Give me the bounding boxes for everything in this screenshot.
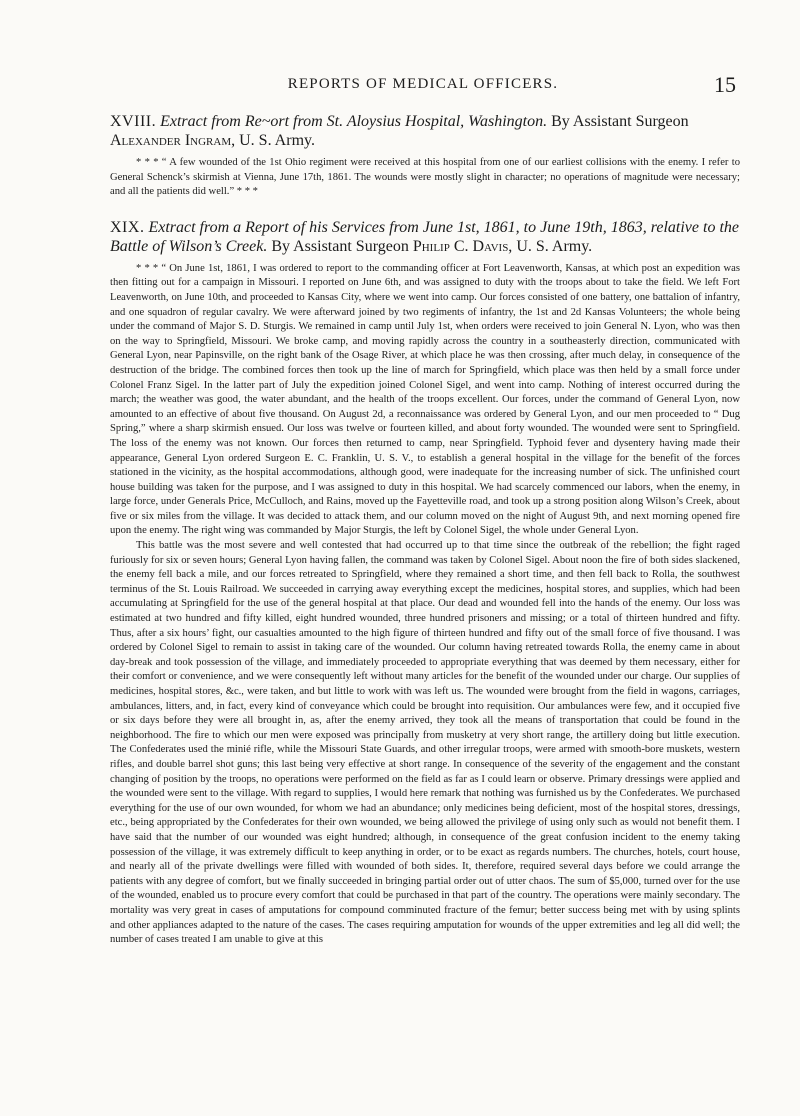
section-gap	[110, 200, 740, 218]
section-heading	[110, 112, 740, 150]
section-body: * * * “ A few wounded of the 1st Ohio regiment were received at this hospital from one of our earliest collisions with the enemy. I refer to General Schenck’s skirmish at Vienna, June 17th, 1861. The wounds were mostly slight in character; no operations of magnitude were necessary; and all the patients did well.” * * *	[110, 157, 740, 198]
running-head	[110, 72, 736, 96]
section-heading	[110, 218, 740, 256]
section-body: * * * “ On June 1st, 1861, I was ordered to report to the commanding officer at Fort Leavenworth, Kansas, at which post an expedition was then fitting out for a campaign in Missouri. I reported on June 6th, and was assigned to duty with the troops about to take the field. We left Fort Leavenworth, on June 10th, and proceeded to Kansas City, where we went into camp. Our forces consisted of one battery, one battalion of infantry, and one squadron of regular cavalry. We were afterward joined by two regiments of infantry, the 1st and 2d Kansas Volunteers; the whole being under the command of Major S. D. Sturgis. We remained in camp until July 1st, when orders were received to join General N. Lyon, who was then on the way to Springfield, Missouri. We broke camp, and moving rapidly across the country in a southeasterly direction, communicated with General Lyon, near Papinsville, on the right bank of the Osage River, at which place he was then crossing, after much delay, in consequence of the destruction of the bridge. The combined forces then took up the line of march for Springfield, which place was then held by a small force under Colonel Franz Sigel. In the latter part of July the expedition joined Colonel Sigel, and went into camp. Nothing of interest occurred during the march; the weather was good, the water abundant, and the health of the troops excellent. Our forces, under the command of General Lyon, now amounted to an effective of about five thousand. On August 2d, a reconnaissance was ordered by General Lyon, and our men proceeded to “ Dug Spring,” where a sharp skirmish ensued. Our loss was twelve or fourteen killed, and about forty wounded. The wounded were sent to Springfield. The loss of the enemy was not known. Our forces then returned to camp, near Springfield. Typhoid fever and dysentery having made their appearance, General Lyon ordered Surgeon E. C. Franklin, U. S. V., to establish a general hospital in the village for the benefit of the forces stationed in the vicinity, as the hospital accommodations, although good, were inadequate for the increasing number of sick. The unfinished court house building was taken for the purpose, and I was assigned to duty in this hospital. We had scarcely commenced our labors, when the enemy, in large force, under Generals Price, McCulloch, and Rains, moved up the Fayetteville road, and took up a strong position along Wilson’s Creek, about five or six miles from the village. It was decided to attack them, and our column moved on the night of August 9th, and next morning opened fire upon the enemy. The right wing was commanded by Major Sturgis, the left by Colonel Sigel, the whole under General Lyon.	[110, 262, 740, 537]
running-title: REPORTS OF MEDICAL OFFICERS.	[287, 76, 559, 92]
section-xviii	[110, 112, 740, 200]
section-title: Extract from a Report of his Services from June 1st, 1861, to June 19th, 1863, relative to the Battle of Wilson’s Creek.	[110, 218, 739, 255]
byline-label: By Assistant Surgeon	[551, 113, 689, 130]
section-numeral: XVIII.	[110, 113, 157, 130]
article-body	[110, 112, 740, 948]
author-name: Philip C. Davis,	[412, 237, 513, 255]
byline-label: By Assistant Surgeon	[271, 237, 409, 255]
author-name: Alexander Ingram,	[110, 132, 236, 149]
page-number: 15	[714, 72, 736, 97]
author-affiliation: U. S. Army.	[516, 237, 593, 255]
section-body-continued: This battle was the most severe and well contested that had occurred up to that time since the outbreak of the rebellion; the fight raged furiously for six or seven hours; General Lyon having fallen, the command was taken by Colonel Sigel. About noon the fire of both sides slackened, the enemy fell back a mile, and our forces retreated to Springfield, where they remained a short time, and then fell back to Rolla, the southwest terminus of the St. Louis Railroad. We succeeded in carrying away everything except the medicines, hospital stores, and supplies, which had been accumulating at Springfield for the use of the general hospital at that place. Our dead and wounded fell into the hands of the enemy. Our loss was estimated at two hundred and fifty killed, eight hundred wounded, three hundred prisoners and missing; or a total of thirteen hundred and fifty. Thus, after a six hours’ fight, our casualties amounted to the high figure of thirteen hundred and fifty out of the small force of five thousand. I was ordered by Colonel Sigel to remain to assist in taking care of the wounded. Our column having retreated towards Rolla, the enemy came in about day-break and took possession of the village, and immediately proceeded to appropriate everything that was deemed by them necessary, either for their comfort or convenience, and we were consequently left without many articles for the benefit of the wounded under our charge. Our supplies of medicines, hospital stores, &c., were taken, and but little to work with was left us. The wounded were brought from the field in wagons, carriages, ambulances, litters, and, in fact, every kind of conveyance which could be brought into requisition. Our ambulances were few, and it occupied five or six days before they were all brought in, as, after the enemy arrived, they took all the means of transportation that could be found in the neighborhood. The fire to which our men were exposed was principally from musketry at very short range, the artillery doing but little execution. The Confederates used the minié rifle, while the Missouri State Guards, and other irregular troops, were armed with smooth-bore muskets, western rifles, and double barrel shot guns; this last being very effective at short range. In consequence of the severity of the engagement and the constant changing of position by the troops, no operations were performed on the field as far as I could learn or observe. Primary dressings were applied and the wounded were sent to the village. With regard to supplies, I would here remark that nothing was furnished us by the Confederates. We purchased everything for the use of our own wounded, for whom we had an abundance; only medicines being deficient, most of the hospital stores, dressings, etc., being appropriated by the Confederates for their own wounded, we being allowed the privilege of using only such as would not benefit them. I have said that the number of our wounded was eight hundred; although, in consequence of the great confusion incident to the enemy taking possession of the village, it was extremely difficult to keep anything in order, or to be exact as regards numbers. The churches, hotels, court house, and nearly all of the private dwellings were filled with wounded of both sides. It, therefore, required several days before we could arrange the patients with any degree of comfort, but we finally succeeded in bringing partial order out of utter chaos. The sum of $5,000, turned over for the use of the wounded, enabled us to procure every comfort that could be purchased in that part of the country. The operations were mainly secondary. The mortality was very great in cases of amputations for compound comminuted fracture of the femur; better success being met with by using splints and other appliances adapted to the nature of the cases. The cases requiring amputation for wounds of the upper extremities and leg all did well; the number of cases treated I am unable to give at this	[110, 540, 740, 946]
section-xix	[110, 218, 740, 948]
section-numeral: XIX.	[110, 218, 145, 236]
author-affiliation: U. S. Army.	[239, 132, 315, 149]
section-title: Extract from Re~ort from St. Aloysius Hospital, Washington.	[160, 113, 548, 130]
